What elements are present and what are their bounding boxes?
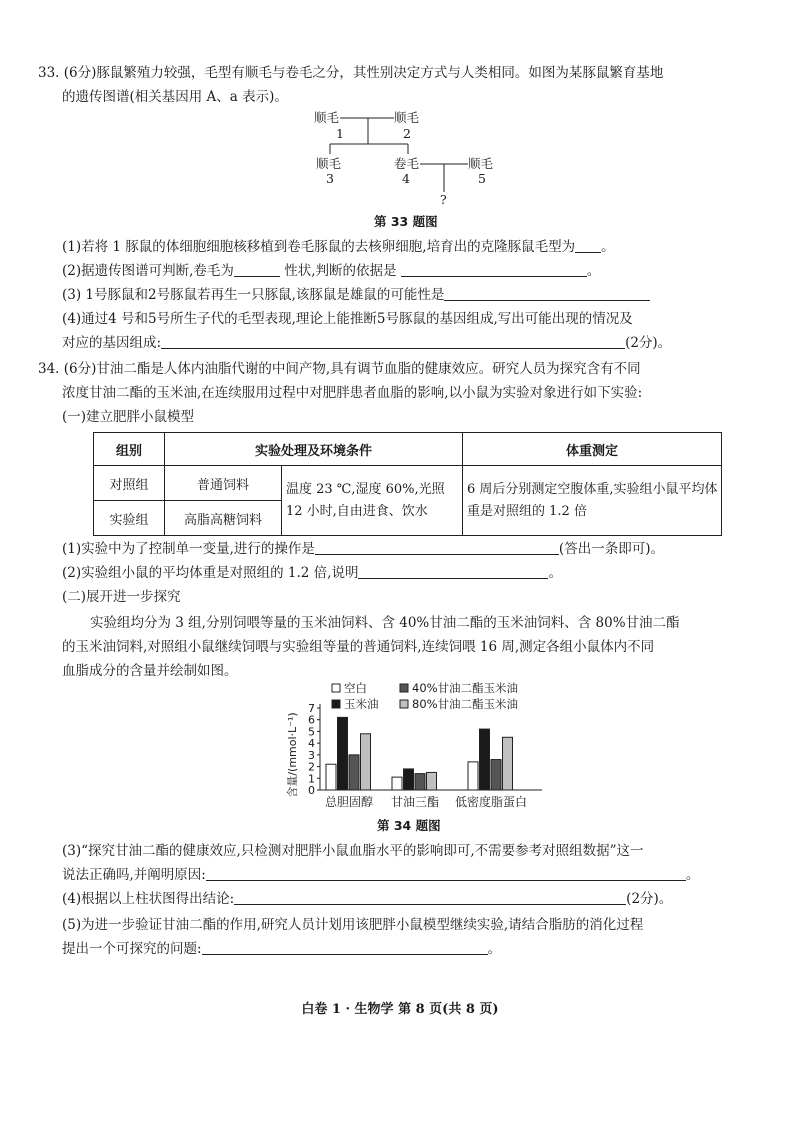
answer-blank[interactable] [358,564,548,579]
pedigree-p4-label: 卷毛 [394,156,420,171]
y-tick-label: 5 [308,725,315,739]
legend-label: 40%甘油二酯玉米油 [412,682,519,695]
table-header-group: 组别 [94,433,165,466]
answer-blank[interactable] [234,890,626,905]
pedigree-p2-label: 顺毛 [394,110,420,125]
q33-sub3: (3) 1号豚鼠和2号豚鼠若再生一只豚鼠,该豚鼠是雄鼠的可能性是 [62,286,650,304]
answer-blank[interactable] [161,334,625,349]
q34-sub2: (2)实验组小鼠的平均体重是对照组的 1.2 倍,说明 。 [62,565,562,581]
legend-swatch [332,700,340,708]
pedigree-p1-num: 1 [336,126,344,141]
legend-swatch [332,684,340,692]
pedigree-p5-label: 顺毛 [468,156,494,171]
bar [349,755,359,790]
bar [480,729,490,790]
bar [415,774,425,790]
y-tick-label: 4 [308,737,315,751]
q34-part1: (一)建立肥胖小鼠模型 [62,409,195,425]
q34-sub1: (1)实验中为了控制单一变量,进行的操作是 (答出一条即可)。 [62,541,664,557]
answer-blank[interactable] [234,262,280,277]
y-tick-label: 2 [308,760,315,774]
pedigree-p4-num: 4 [402,171,410,186]
pedigree-p3-num: 3 [326,171,334,186]
q33-title-cont: 的遗传图谱(相关基因用 A、a 表示)。 [62,89,288,105]
q33-sub2: (2)据遗传图谱可判断,卷毛为 性状,判断的依据是 。 [62,263,601,279]
table-cell-experimental: 实验组 [94,501,165,536]
table-cell-normal-feed: 普通饲料 [165,466,282,501]
bar [326,764,336,790]
bar [392,777,402,790]
q34-title-cont: 浓度甘油二酯的玉米油,在连续服用过程中对肥胖患者血脂的影响,以小鼠为实验对象进行如下实验: [62,385,643,401]
pedigree-p1-label: 顺毛 [314,110,340,125]
q34-sub3-cont: 说法正确吗,并阐明原因: 。 [62,867,700,883]
answer-blank[interactable] [202,940,488,955]
legend-swatch [400,684,408,692]
table-cell-weight: 6 周后分别测定空腹体重,实验组小鼠平均体重是对照组的 1.2 倍 [463,466,722,536]
legend-swatch [400,700,408,708]
pedigree-p3-label: 顺毛 [316,156,342,171]
bar [404,769,414,790]
bar [361,734,371,790]
q34-part2: (二)展开进一步探究 [62,589,181,605]
table-cell-conditions: 温度 23 ℃,湿度 60%,光照 12 小时,自由进食、饮水 [282,466,463,536]
q34-para-line2: 的玉米油饲料,对照组小鼠继续饲喂与实验组等量的普通饲料,连续饲喂 16 周,测定各组小鼠体内不同 [62,639,655,655]
q34-para-line3: 血脂成分的含量并绘制如图。 [62,663,238,679]
bar [427,772,437,790]
bar [468,762,478,790]
y-axis-label: 含量/(mmol·L⁻¹) [286,712,299,798]
answer-blank[interactable] [401,262,587,277]
q33-title: 33. (6分)豚鼠繁殖力较强，毛型有顺毛与卷毛之分，其性别决定方式与人类相同。如图为某豚鼠繁育基地 [38,65,664,81]
pedigree-p2-num: 2 [403,126,411,141]
q33-caption: 第 33 题图 [374,214,438,229]
x-tick-label: 低密度脂蛋白 [454,795,528,809]
bar [491,760,501,790]
pedigree-p5-num: 5 [478,171,486,186]
y-tick-label: 6 [308,713,315,727]
q34-caption: 第 34 题图 [377,818,441,833]
q34-sub5-cont: 提出一个可探究的问题: 。 [62,941,502,957]
legend-label: 80%甘油二酯玉米油 [412,697,519,711]
bar [338,717,348,790]
y-tick-label: 7 [308,702,315,715]
q34-para-line1: 实验组均分为 3 组,分别饲喂等量的玉米油饲料、含 40%甘油二酯的玉米油饲料、含 80%甘油二酯 [90,615,680,631]
lipid-bar-chart [280,682,550,814]
legend-label: 空白 [344,682,367,695]
y-tick-label: 0 [308,784,315,797]
table-cell-control: 对照组 [94,466,165,501]
y-tick-label: 3 [308,748,315,762]
bar [503,737,513,790]
table-cell-highfat-feed: 高脂高糖饲料 [165,501,282,536]
table-header-weight: 体重测定 [463,433,722,466]
x-tick-label: 甘油三酯 [390,795,440,809]
answer-blank[interactable] [206,866,686,881]
page-footer: 白卷 1 · 生物学 第 8 页(共 8 页) [301,1002,499,1017]
answer-blank[interactable] [575,238,601,253]
table-header-treatment: 实验处理及环境条件 [165,433,463,466]
pedigree-child: ? [440,192,447,207]
q34-title: 34. (6分)甘油二酯是人体内油脂代谢的中间产物,具有调节血脂的健康效应。研究人员为探究含有不同 [38,361,641,377]
q34-sub4: (4)根据以上柱状图得出结论: (2分)。 [62,891,673,907]
answer-blank[interactable] [315,540,559,555]
q34-sub5: (5)为进一步验证甘油二酯的作用,研究人员计划用该肥胖小鼠模型继续实验,请结合脂肪的消化过程 [62,917,644,933]
legend-label: 玉米油 [344,697,379,711]
q34-sub3: (3)“探究甘油二酯的健康效应,只检测对肥胖小鼠血脂水平的影响即可,不需要参考对照组数据”这一 [62,843,644,859]
x-tick-label: 总胆固醇 [324,795,374,809]
experiment-table [93,432,722,536]
q33-sub1: (1)若将 1 豚鼠的体细胞细胞核移植到卷毛豚鼠的去核卵细胞,培育出的克隆豚鼠毛型为 。 [62,239,615,255]
q33-sub4: (4)通过4 号和5号所生子代的毛型表现,理论上能推断5号豚鼠的基因组成,写出可能出现的情况及 [62,311,633,327]
q33-sub4-cont: 对应的基因组成: (2分)。 [62,335,672,351]
pedigree-diagram [300,108,520,208]
answer-blank[interactable] [444,286,650,301]
y-tick-label: 1 [308,772,315,786]
